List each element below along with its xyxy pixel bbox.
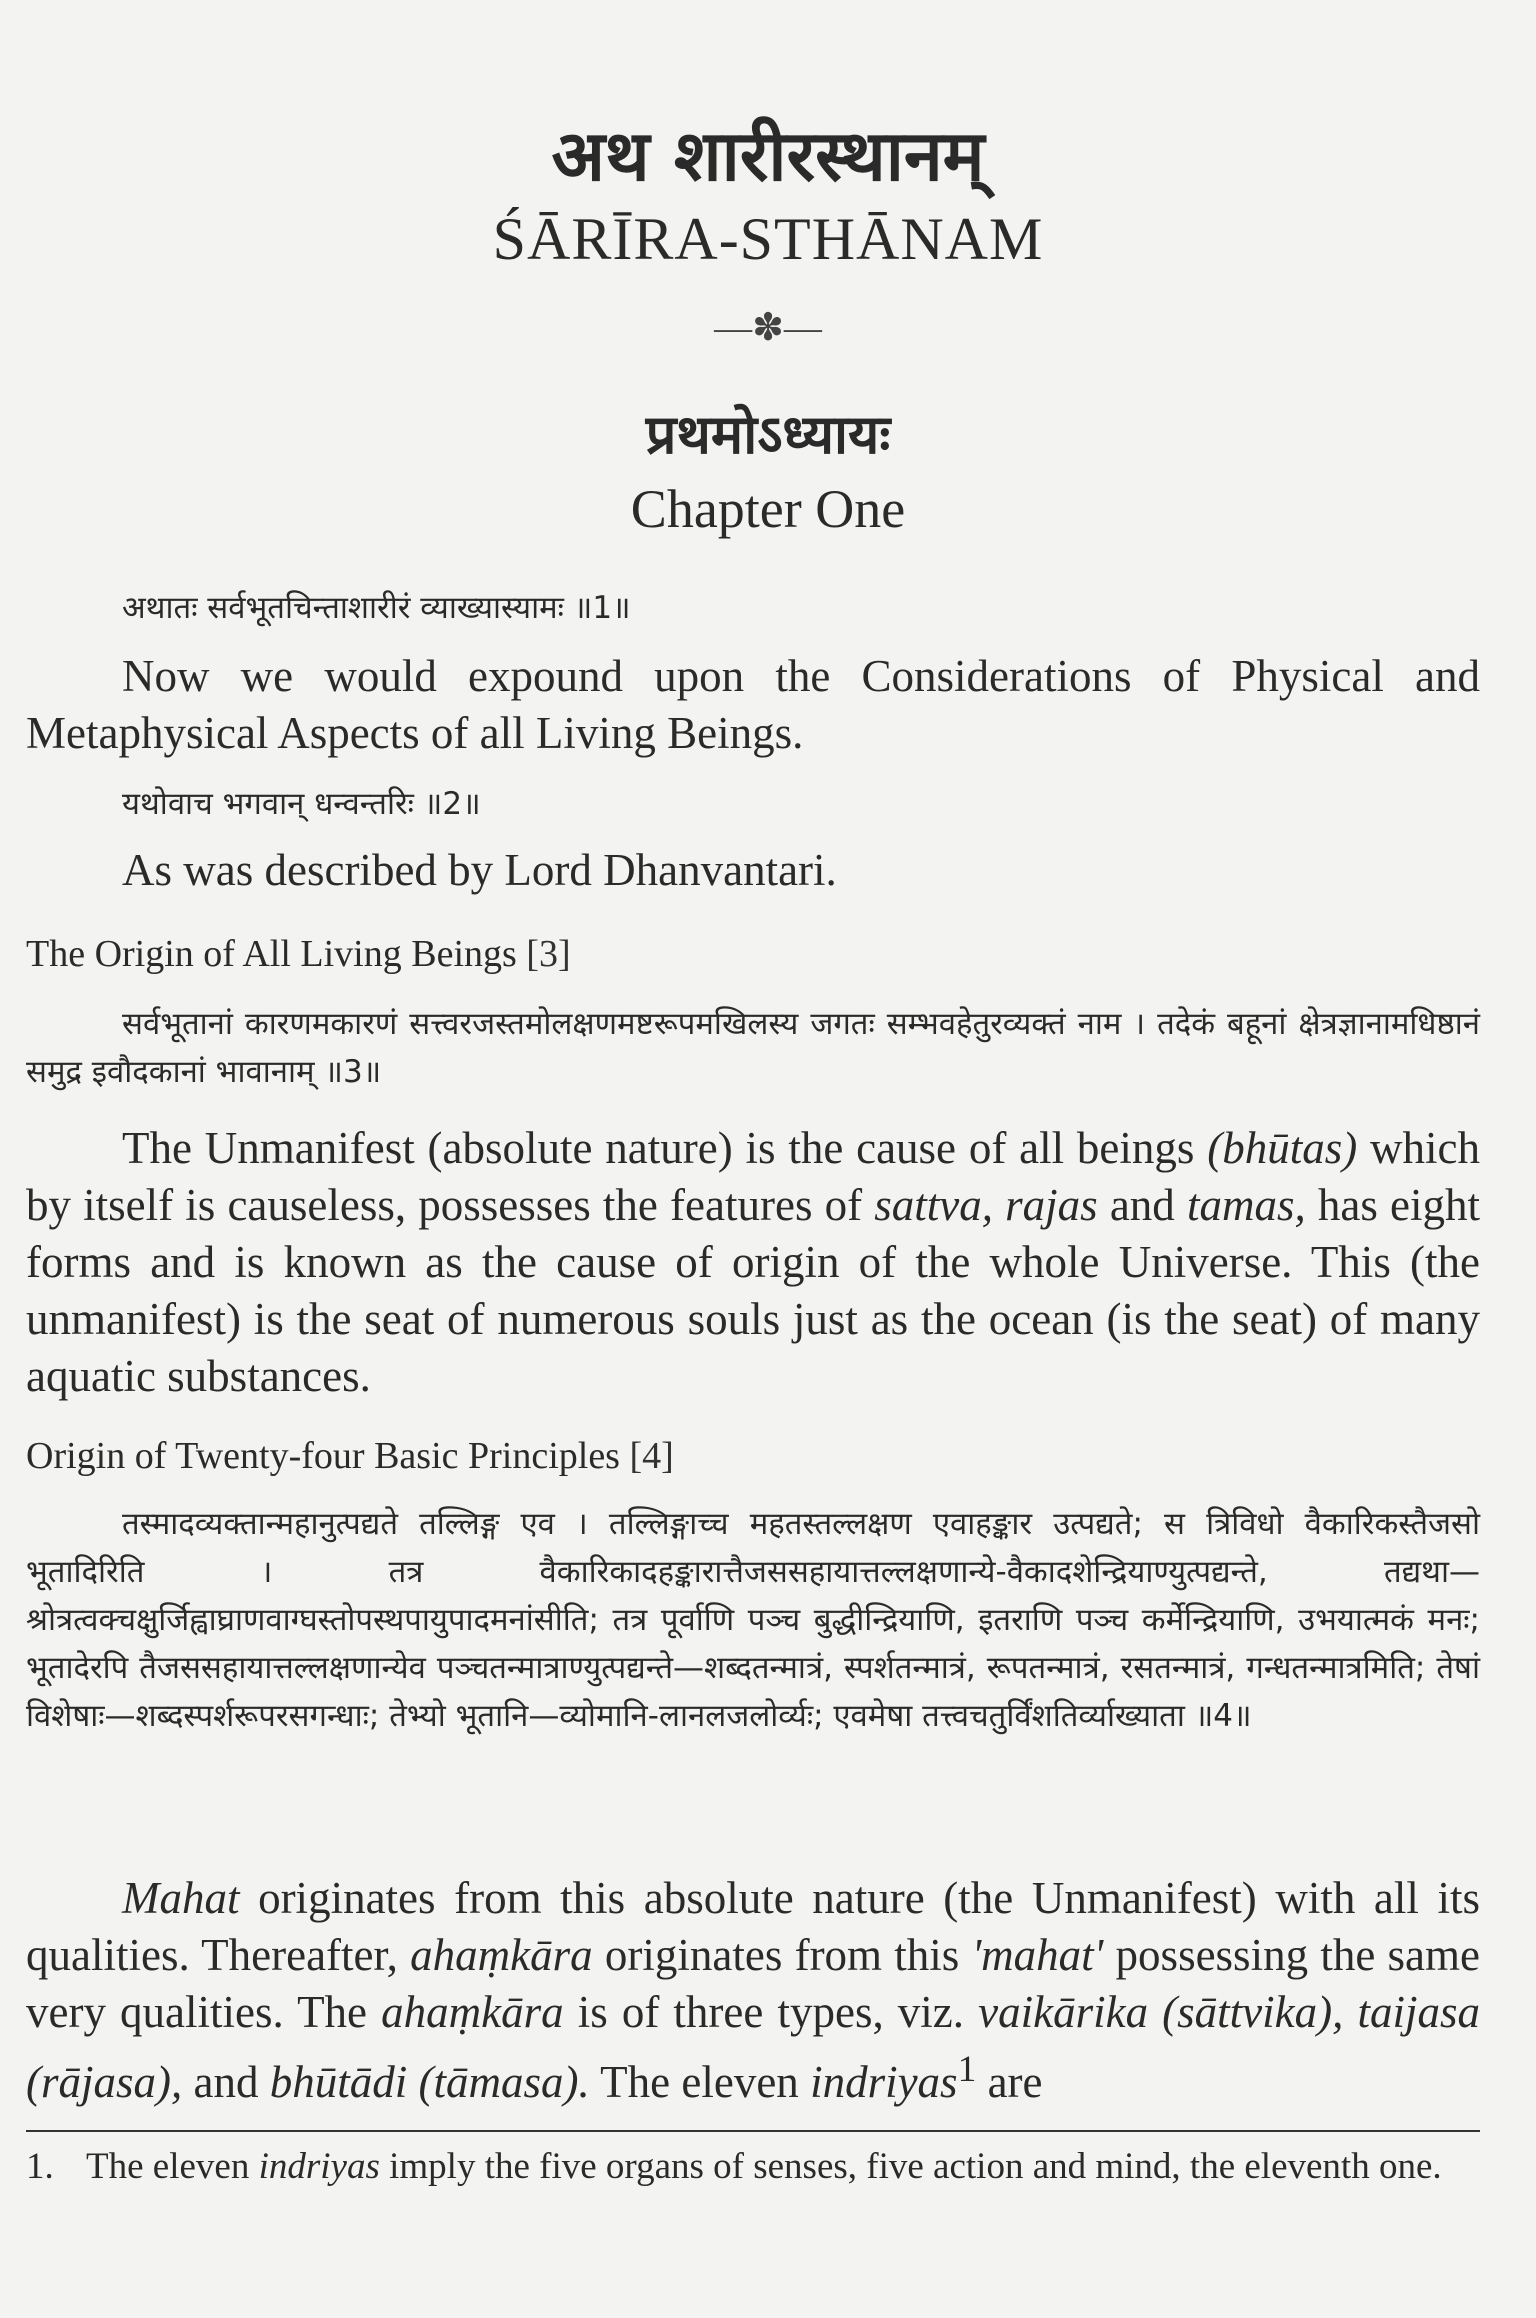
verse-4-translation	[26, 1870, 1480, 2111]
text-run: is of three types, viz.	[563, 1987, 979, 2037]
italic-term: indriyas	[810, 2057, 958, 2107]
text-run: originates from this	[592, 1930, 972, 1980]
italic-term: 'mahat'	[971, 1930, 1104, 1980]
text-run: The Unmanifest (absolute nature) is the cause of all beings	[122, 1123, 1208, 1173]
text-run: and	[1097, 1180, 1187, 1230]
chapter-title-roman: Chapter One	[630, 479, 906, 539]
heading-text: Origin of Twenty-four Basic Principles	[26, 1435, 620, 1477]
heading-text: The Origin of All Living Beings	[26, 933, 517, 975]
text-run: imply the five organs of senses, five action and mind, the eleventh one.	[379, 2146, 1442, 2187]
italic-term: Mahat	[122, 1873, 240, 1923]
text-run: which by itself is causeless, possesses the features of	[26, 1123, 1480, 1230]
verse-1-translation: Now we would expound upon the Considerations of Physical and Metaphysical Aspects of all Living Beings.	[26, 651, 1480, 758]
section-title-roman: ŚĀRĪRA-STHĀNAM	[492, 206, 1044, 272]
heading-number: [3]	[526, 933, 571, 975]
ornament-divider: —✽—	[714, 307, 822, 349]
italic-term: ahaṃkāra	[381, 1987, 564, 2037]
text-run: The eleven	[589, 2057, 811, 2107]
footnote-number: 1.	[26, 2146, 54, 2187]
text-run: The eleven	[86, 2146, 259, 2187]
verse-2-sanskrit: यथोवाच भगवान् धन्वन्तरिः ॥2॥	[122, 786, 481, 822]
verse-1-sanskrit: अथातः सर्वभूतचिन्ताशारीरं व्याख्यास्यामः ॥1॥	[122, 590, 631, 626]
text-run: originates from this absolute nature (the Unmanifest) with all its qualities. Thereafter,	[26, 1873, 1480, 1980]
chapter-title-devanagari: प्रथमोऽध्यायः	[645, 403, 891, 466]
footnote	[26, 2142, 1496, 2192]
italic-term: (bhūtas)	[1207, 1123, 1358, 1173]
heading-origin-of-principles	[26, 1432, 1480, 1480]
heading-origin-of-living-beings	[26, 930, 1480, 978]
footnote-rule	[26, 2130, 1480, 2132]
verse-2-translation: As was described by Lord Dhanvantari.	[122, 845, 837, 895]
verse-3-sanskrit: सर्वभूतानां कारणमकारणं सत्त्वरजस्तमोलक्षणमष्टरूपमखिलस्य जगतः सम्भवहेतुरव्यक्तं नाम । तदेकं बहूनां क्षेत्रज्ञानामधिष्ठानं समुद्र इवौदकानां भावानाम् ॥3॥	[26, 1006, 1480, 1090]
section-title-devanagari: अथ शारीरस्थानम्	[551, 115, 985, 197]
italic-term: indriyas	[258, 2146, 380, 2187]
verse-4-sanskrit: तस्मादव्यक्तान्महानुत्पद्यते तल्लिङ्ग एव । तल्लिङ्गाच्च महतस्तल्लक्षण एवाहङ्कार उत्पद्यते; स त्रिविधो वैकारिकस्तैजसो भूतादिरिति । तत्र वैकारिकादहङ्कारात्तैजससहायात्तल्लक्षणान्ये-वैकादशेन्द्रियाण्युत्पद्यन्ते, तद्यथा—श्रोत्रत्वक्चक्षुर्जिह्वाघ्राणवाग्घस्तोपस्थपायुपादमनांसीति; तत्र पूर्वाणि पञ्च बुद्धीन्द्रियाणि, इतराणि पञ्च कर्मेन्द्रियाणि, उभयात्मकं मनः; भूतादेरपि तैजससहायात्तल्लक्षणान्येव पञ्चतन्मात्राण्युत्पद्यन्ते—शब्दतन्मात्रं, स्पर्शतन्मात्रं, रूपतन्मात्रं, रसतन्मात्रं, गन्धतन्मात्रमिति; तेषां विशेषाः—शब्दस्पर्शरूपरसगन्धाः; तेभ्यो भूतानि—व्योमानि-लानलजलोर्व्यः; एवमेषा तत्त्वचतुर्विंशतिर्व्याख्याता ॥4॥	[26, 1506, 1480, 1734]
text-run: possessing the same very qualities. The	[26, 1930, 1480, 2037]
italic-term: ahaṃkāra	[410, 1930, 593, 1980]
text-run: and	[182, 2057, 270, 2107]
italic-term: vaikārika (sāttvika), taijasa (rājasa),	[26, 1987, 1480, 2107]
verse-3-translation	[26, 1120, 1480, 1405]
italic-term: bhūtādi (tāmasa).	[269, 2057, 590, 2107]
italic-term: sattva, rajas	[874, 1180, 1098, 1230]
heading-number: [4]	[629, 1435, 674, 1477]
footnote-marker: 1	[957, 2049, 977, 2090]
italic-term: tamas,	[1186, 1180, 1306, 1230]
text-run: has eight forms and is known as the cause of origin of the whole Universe. This (the unmanifest) is the seat of numerous souls just as the ocean (is the seat) of many aquatic substances.	[26, 1180, 1480, 1401]
text-run: are	[976, 2057, 1043, 2107]
